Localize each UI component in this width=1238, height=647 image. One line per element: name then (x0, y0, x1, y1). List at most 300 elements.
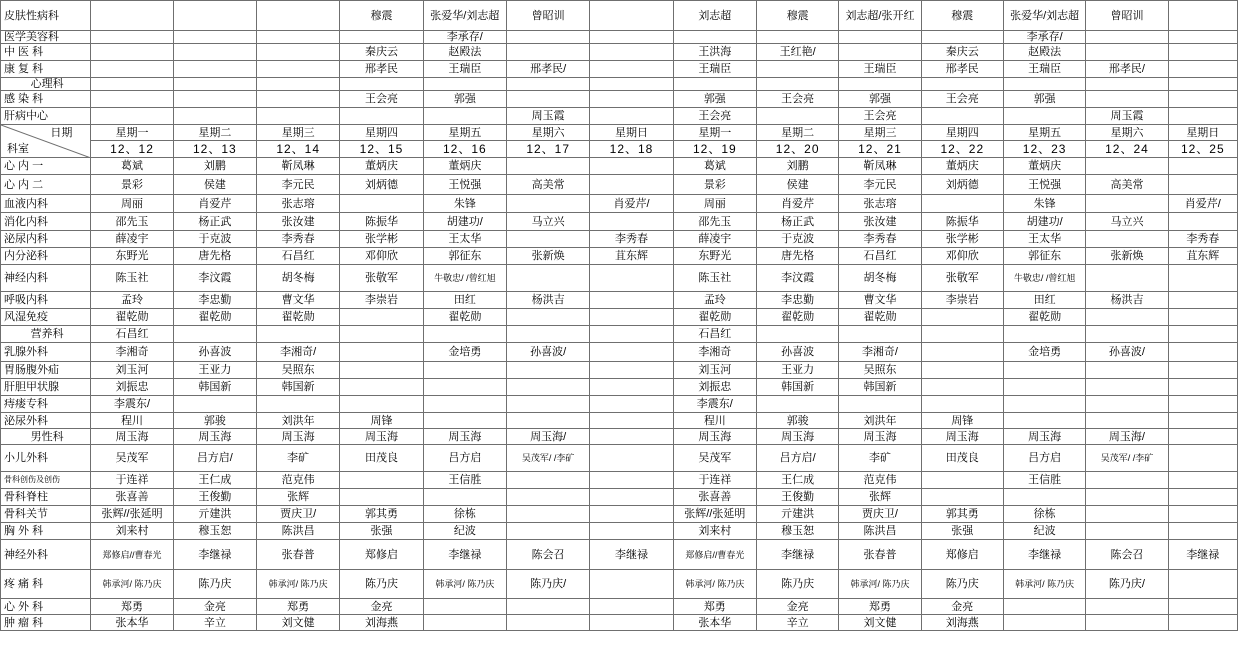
doctor-cell (1086, 362, 1168, 379)
doctor-cell (1168, 175, 1237, 195)
doctor-cell (1168, 326, 1237, 343)
doctor-cell: 金培勇 (423, 343, 506, 362)
doctor-cell: 穆震 (756, 1, 838, 31)
doctor-cell: 李继禄 (1003, 540, 1085, 570)
doctor-cell: 李湘奇/ (257, 343, 340, 362)
doctor-cell: 李继禄 (590, 540, 673, 570)
department-cell: 营养科 (1, 326, 91, 343)
doctor-cell (1086, 326, 1168, 343)
doctor-cell (423, 326, 506, 343)
weekday-cell: 星期五 (423, 125, 506, 141)
doctor-cell: 邢孝民 (340, 61, 423, 78)
doctor-cell (839, 396, 921, 413)
doctor-cell: 金培勇 (1003, 343, 1085, 362)
doctor-cell (507, 506, 590, 523)
doctor-cell: 徐栋 (1003, 506, 1085, 523)
department-cell: 疼 痛 科 (1, 570, 91, 599)
doctor-cell: 韩国新 (173, 379, 256, 396)
department-cell: 血液内科 (1, 195, 91, 213)
doctor-cell (1086, 396, 1168, 413)
doctor-cell: 李秀春 (1168, 231, 1237, 248)
doctor-cell (590, 309, 673, 326)
doctor-cell (1168, 472, 1237, 489)
doctor-cell: 孙喜波 (173, 343, 256, 362)
doctor-cell: 陈洪昌 (257, 523, 340, 540)
doctor-cell: 于连祥 (91, 472, 173, 489)
schedule-row (1, 615, 1238, 631)
doctor-cell (1168, 379, 1237, 396)
doctor-cell: 于克波 (173, 231, 256, 248)
department-cell: 肝病中心 (1, 108, 91, 125)
doctor-cell: 邵先玉 (91, 213, 173, 231)
doctor-cell (507, 91, 590, 108)
doctor-cell (340, 309, 423, 326)
doctor-cell: 周玉海 (173, 429, 256, 445)
doctor-cell: 韩承河/ 陈乃庆 (423, 570, 506, 599)
doctor-cell (1168, 78, 1237, 91)
doctor-cell: 郑修启//曹春光 (673, 540, 756, 570)
doctor-cell (590, 396, 673, 413)
doctor-cell: 于连祥 (673, 472, 756, 489)
department-cell: 神经外科 (1, 540, 91, 570)
doctor-cell (173, 91, 256, 108)
department-cell: 内分泌科 (1, 248, 91, 265)
doctor-cell (507, 615, 590, 631)
department-cell: 感 染 科 (1, 91, 91, 108)
doctor-cell: 韩承河/ 陈乃庆 (839, 570, 921, 599)
doctor-cell: 刘炳德 (340, 175, 423, 195)
doctor-cell: 金亮 (340, 599, 423, 615)
doctor-cell (340, 326, 423, 343)
doctor-cell: 李元民 (839, 175, 921, 195)
doctor-cell (1168, 309, 1237, 326)
doctor-cell: 王瑞臣 (839, 61, 921, 78)
doctor-cell: 程川 (673, 413, 756, 429)
doctor-cell (173, 31, 256, 44)
doctor-cell (1086, 91, 1168, 108)
department-cell: 骨科关节 (1, 506, 91, 523)
doctor-cell (1168, 396, 1237, 413)
doctor-cell (340, 379, 423, 396)
doctor-cell (1168, 108, 1237, 125)
doctor-cell: 王会亮 (756, 91, 838, 108)
doctor-cell: 王洪海 (673, 44, 756, 61)
doctor-cell: 李矿 (257, 445, 340, 472)
doctor-cell: 李秀春 (839, 231, 921, 248)
doctor-cell (1168, 213, 1237, 231)
doctor-cell: 郑勇 (839, 599, 921, 615)
weekday-cell: 星期六 (1086, 125, 1168, 141)
doctor-cell: 范克伟 (839, 472, 921, 489)
doctor-cell (91, 61, 173, 78)
doctor-cell (1086, 265, 1168, 292)
doctor-cell (340, 396, 423, 413)
doctor-cell: 陈乃庆/ (1086, 570, 1168, 599)
doctor-cell: 亓建洪 (756, 506, 838, 523)
doctor-cell: 王会亮 (921, 91, 1003, 108)
schedule-row (1, 248, 1238, 265)
doctor-cell: 张志瑢 (257, 195, 340, 213)
doctor-cell (1168, 445, 1237, 472)
schedule-row (1, 175, 1238, 195)
schedule-row (1, 31, 1238, 44)
doctor-cell: 肖爱芹 (173, 195, 256, 213)
doctor-cell (590, 570, 673, 599)
doctor-cell: 王红艳/ (756, 44, 838, 61)
doctor-cell: 穆震 (340, 1, 423, 31)
doctor-cell (1168, 292, 1237, 309)
doctor-cell: 吕方启 (1003, 445, 1085, 472)
doctor-cell (1086, 379, 1168, 396)
doctor-cell (257, 31, 340, 44)
doctor-cell: 于克波 (756, 231, 838, 248)
doctor-cell: 刘鹏 (173, 158, 256, 175)
doctor-cell: 王仁成 (756, 472, 838, 489)
doctor-cell: 胡冬梅 (257, 265, 340, 292)
schedule-row (1, 265, 1238, 292)
doctor-cell: 张汝建 (839, 213, 921, 231)
department-cell: 肿 瘤 科 (1, 615, 91, 631)
schedule-row (1, 158, 1238, 175)
doctor-cell: 刘振忠 (91, 379, 173, 396)
doctor-cell (423, 78, 506, 91)
doctor-cell (507, 265, 590, 292)
department-cell: 骨科创伤及创伤 (1, 472, 91, 489)
doctor-cell: 金亮 (756, 599, 838, 615)
doctor-cell: 肖爱芹 (756, 195, 838, 213)
doctor-cell (507, 158, 590, 175)
doctor-cell: 东野光 (91, 248, 173, 265)
schedule-row (1, 413, 1238, 429)
doctor-cell: 郭骏 (173, 413, 256, 429)
doctor-cell (91, 44, 173, 61)
doctor-cell: 韩国新 (756, 379, 838, 396)
doctor-cell: 景彩 (91, 175, 173, 195)
doctor-cell: 刘来村 (91, 523, 173, 540)
doctor-cell (673, 78, 756, 91)
doctor-cell (257, 61, 340, 78)
doctor-cell: 周玉海 (257, 429, 340, 445)
doctor-cell (91, 78, 173, 91)
doctor-cell: 刘志超/张开红 (839, 1, 921, 31)
doctor-cell (1086, 195, 1168, 213)
doctor-cell: 李汶霞 (173, 265, 256, 292)
schedule-row (1, 292, 1238, 309)
doctor-cell (590, 265, 673, 292)
doctor-cell (921, 472, 1003, 489)
doctor-cell: 郭骏 (756, 413, 838, 429)
department-cell: 康 复 科 (1, 61, 91, 78)
doctor-cell (173, 1, 256, 31)
schedule-row (1, 61, 1238, 78)
doctor-cell: 郭强 (1003, 91, 1085, 108)
doctor-cell: 周玉海 (839, 429, 921, 445)
doctor-cell: 陈洪昌 (839, 523, 921, 540)
doctor-cell: 周玉海 (1003, 429, 1085, 445)
doctor-cell: 秦庆云 (340, 44, 423, 61)
doctor-cell: 葛斌 (673, 158, 756, 175)
doctor-cell (507, 523, 590, 540)
doctor-cell (340, 31, 423, 44)
doctor-cell (1168, 413, 1237, 429)
doctor-cell (1168, 599, 1237, 615)
doctor-cell: 王信胜 (1003, 472, 1085, 489)
doctor-cell: 秦庆云 (921, 44, 1003, 61)
doctor-cell: 董炳庆 (423, 158, 506, 175)
department-cell: 心理科 (1, 78, 91, 91)
doctor-cell: 邢孝民 (921, 61, 1003, 78)
schedule-row (1, 213, 1238, 231)
department-cell: 骨科脊柱 (1, 489, 91, 506)
doctor-cell (756, 31, 838, 44)
doctor-cell (921, 343, 1003, 362)
doctor-cell: 李秀春 (590, 231, 673, 248)
doctor-cell (1168, 506, 1237, 523)
doctor-cell: 张新焕 (1086, 248, 1168, 265)
doctor-cell: 吴茂军 (673, 445, 756, 472)
doctor-cell (423, 108, 506, 125)
doctor-cell: 邵先玉 (673, 213, 756, 231)
doctor-cell (507, 599, 590, 615)
doctor-cell (590, 379, 673, 396)
doctor-cell: 李汶霞 (756, 265, 838, 292)
doctor-cell (1168, 615, 1237, 631)
doctor-cell: 张辉//张延明 (673, 506, 756, 523)
doctor-cell (1003, 326, 1085, 343)
doctor-cell: 高美常 (507, 175, 590, 195)
doctor-cell: 郑修启 (921, 540, 1003, 570)
doctor-cell: 张辉 (839, 489, 921, 506)
doctor-cell: 贾庆卫/ (839, 506, 921, 523)
doctor-cell: 郑勇 (673, 599, 756, 615)
doctor-cell: 朱锋 (423, 195, 506, 213)
doctor-cell: 马立兴 (507, 213, 590, 231)
doctor-cell (590, 1, 673, 31)
doctor-cell (590, 413, 673, 429)
doctor-cell: 翟乾勋 (1003, 309, 1085, 326)
doctor-cell: 翟乾勋 (423, 309, 506, 326)
doctor-cell: 王俊勤 (756, 489, 838, 506)
department-cell: 心 内 二 (1, 175, 91, 195)
doctor-cell (590, 599, 673, 615)
doctor-cell: 石昌红 (257, 248, 340, 265)
doctor-cell: 石昌红 (839, 248, 921, 265)
doctor-cell: 郑修启//曹春光 (91, 540, 173, 570)
doctor-cell (1003, 362, 1085, 379)
doctor-cell (1168, 265, 1237, 292)
doctor-cell: 王瑞臣 (1003, 61, 1085, 78)
doctor-cell (507, 379, 590, 396)
doctor-cell (1003, 413, 1085, 429)
schedule-row (1, 540, 1238, 570)
doctor-cell: 曹文华 (839, 292, 921, 309)
doctor-cell: 王会亮 (340, 91, 423, 108)
date-row (1, 141, 1238, 158)
doctor-cell (340, 489, 423, 506)
doctor-cell (173, 326, 256, 343)
doctor-cell: 李崇岩 (921, 292, 1003, 309)
doctor-cell: 吕方启/ (173, 445, 256, 472)
doctor-cell: 胡建功/ (423, 213, 506, 231)
doctor-cell: 董炳庆 (921, 158, 1003, 175)
doctor-cell: 郭强 (423, 91, 506, 108)
doctor-cell: 景彩 (673, 175, 756, 195)
schedule-row (1, 343, 1238, 362)
doctor-cell: 周玉海 (756, 429, 838, 445)
doctor-cell: 张汝建 (257, 213, 340, 231)
doctor-cell: 李湘奇 (673, 343, 756, 362)
schedule-row (1, 523, 1238, 540)
doctor-cell: 侯建 (173, 175, 256, 195)
department-cell: 皮肤性病科 (1, 1, 91, 31)
weekday-cell: 星期二 (173, 125, 256, 141)
doctor-cell: 穆玉恕 (173, 523, 256, 540)
top-section (1, 1, 1238, 125)
doctor-cell: 张新焕 (507, 248, 590, 265)
date-cell: 12、24 (1086, 141, 1168, 158)
doctor-cell (590, 91, 673, 108)
doctor-cell: 金亮 (173, 599, 256, 615)
doctor-cell: 董炳庆 (340, 158, 423, 175)
doctor-cell: 杨正武 (173, 213, 256, 231)
doctor-cell: 周锋 (340, 413, 423, 429)
weekday-row (1, 125, 1238, 141)
doctor-cell: 孙喜波 (756, 343, 838, 362)
department-cell: 乳腺外科 (1, 343, 91, 362)
doctor-cell (921, 195, 1003, 213)
doctor-cell (1168, 489, 1237, 506)
department-cell: 胃肠腹外疝 (1, 362, 91, 379)
doctor-cell: 纪波 (423, 523, 506, 540)
department-cell: 中 医 科 (1, 44, 91, 61)
doctor-cell: 郭征东 (423, 248, 506, 265)
doctor-cell (1086, 506, 1168, 523)
doctor-cell: 陈乃庆 (756, 570, 838, 599)
doctor-cell: 李元民 (257, 175, 340, 195)
doctor-cell (590, 158, 673, 175)
doctor-cell: 韩承河/ 陈乃庆 (257, 570, 340, 599)
doctor-cell: 侯建 (756, 175, 838, 195)
doctor-cell: 翟乾勋 (839, 309, 921, 326)
doctor-cell: 陈会召 (507, 540, 590, 570)
doctor-cell (507, 489, 590, 506)
doctor-cell: 陈乃庆 (173, 570, 256, 599)
doctor-cell: 李湘奇/ (839, 343, 921, 362)
doctor-cell: 张春普 (257, 540, 340, 570)
doctor-cell: 翟乾勋 (756, 309, 838, 326)
department-cell: 肝胆甲状腺 (1, 379, 91, 396)
doctor-cell (1168, 523, 1237, 540)
doctor-cell (590, 445, 673, 472)
doctor-cell: 张本华 (673, 615, 756, 631)
doctor-cell (1086, 413, 1168, 429)
doctor-cell: 田红 (1003, 292, 1085, 309)
doctor-cell (756, 326, 838, 343)
department-cell: 呼吸内科 (1, 292, 91, 309)
doctor-cell: 辛立 (173, 615, 256, 631)
doctor-cell: 薛凌宇 (673, 231, 756, 248)
doctor-cell: 吴茂军/ /李矿 (1086, 445, 1168, 472)
doctor-cell: 胡建功/ (1003, 213, 1085, 231)
doctor-cell: 孙喜波/ (1086, 343, 1168, 362)
doctor-cell: 张喜善 (91, 489, 173, 506)
doctor-cell (1003, 615, 1085, 631)
doctor-cell (91, 108, 173, 125)
doctor-cell: 李矿 (839, 445, 921, 472)
doctor-cell (1168, 570, 1237, 599)
department-cell: 小儿外科 (1, 445, 91, 472)
doctor-cell: 赵殿法 (423, 44, 506, 61)
doctor-cell (340, 343, 423, 362)
doctor-cell: 刘海燕 (340, 615, 423, 631)
doctor-cell (1086, 472, 1168, 489)
doctor-cell: 田红 (423, 292, 506, 309)
schedule-row (1, 429, 1238, 445)
doctor-cell: 刘振忠 (673, 379, 756, 396)
doctor-cell (1086, 44, 1168, 61)
schedule-row (1, 108, 1238, 125)
doctor-cell: 葛斌 (91, 158, 173, 175)
doctor-cell: 王会亮 (673, 108, 756, 125)
doctor-cell: 王亚力 (173, 362, 256, 379)
doctor-cell (1086, 31, 1168, 44)
doctor-cell (1003, 108, 1085, 125)
doctor-cell: 徐栋 (423, 506, 506, 523)
doctor-cell: 郑勇 (91, 599, 173, 615)
doctor-cell (1168, 61, 1237, 78)
doctor-cell: 吴照东 (839, 362, 921, 379)
doctor-cell (1086, 78, 1168, 91)
doctor-cell (173, 44, 256, 61)
weekday-cell: 星期四 (340, 125, 423, 141)
doctor-cell: 肖爱芹/ (1168, 195, 1237, 213)
doctor-cell: 周玉海/ (1086, 429, 1168, 445)
doctor-cell: 张喜善 (673, 489, 756, 506)
doctor-cell: 刘文健 (839, 615, 921, 631)
doctor-cell: 刘炳德 (921, 175, 1003, 195)
schedule-row (1, 309, 1238, 326)
doctor-cell: 韩国新 (839, 379, 921, 396)
doctor-cell: 张志瑢 (839, 195, 921, 213)
doctor-cell: 周玉海 (423, 429, 506, 445)
doctor-cell (921, 31, 1003, 44)
doctor-cell (423, 413, 506, 429)
doctor-cell (423, 362, 506, 379)
date-cell: 12、25 (1168, 141, 1237, 158)
doctor-cell: 石昌红 (673, 326, 756, 343)
doctor-cell: 李忠勤 (756, 292, 838, 309)
doctor-cell (839, 31, 921, 44)
doctor-cell: 程川 (91, 413, 173, 429)
doctor-cell: 周玉海/ (507, 429, 590, 445)
doctor-cell (1003, 489, 1085, 506)
schedule-row (1, 445, 1238, 472)
doctor-cell: 朱锋 (1003, 195, 1085, 213)
doctor-cell (590, 292, 673, 309)
doctor-cell: 周玉海 (673, 429, 756, 445)
schedule-row (1, 570, 1238, 599)
doctor-cell: 王太华 (423, 231, 506, 248)
doctor-cell (257, 1, 340, 31)
doctor-cell (756, 108, 838, 125)
doctor-cell: 张强 (340, 523, 423, 540)
doctor-cell: 李湘奇 (91, 343, 173, 362)
doctor-cell: 刘玉河 (673, 362, 756, 379)
doctor-cell: 杨洪吉 (507, 292, 590, 309)
doctor-cell: 翟乾勋 (91, 309, 173, 326)
doctor-cell: 陈玉社 (673, 265, 756, 292)
doctor-cell: 王瑞臣 (423, 61, 506, 78)
